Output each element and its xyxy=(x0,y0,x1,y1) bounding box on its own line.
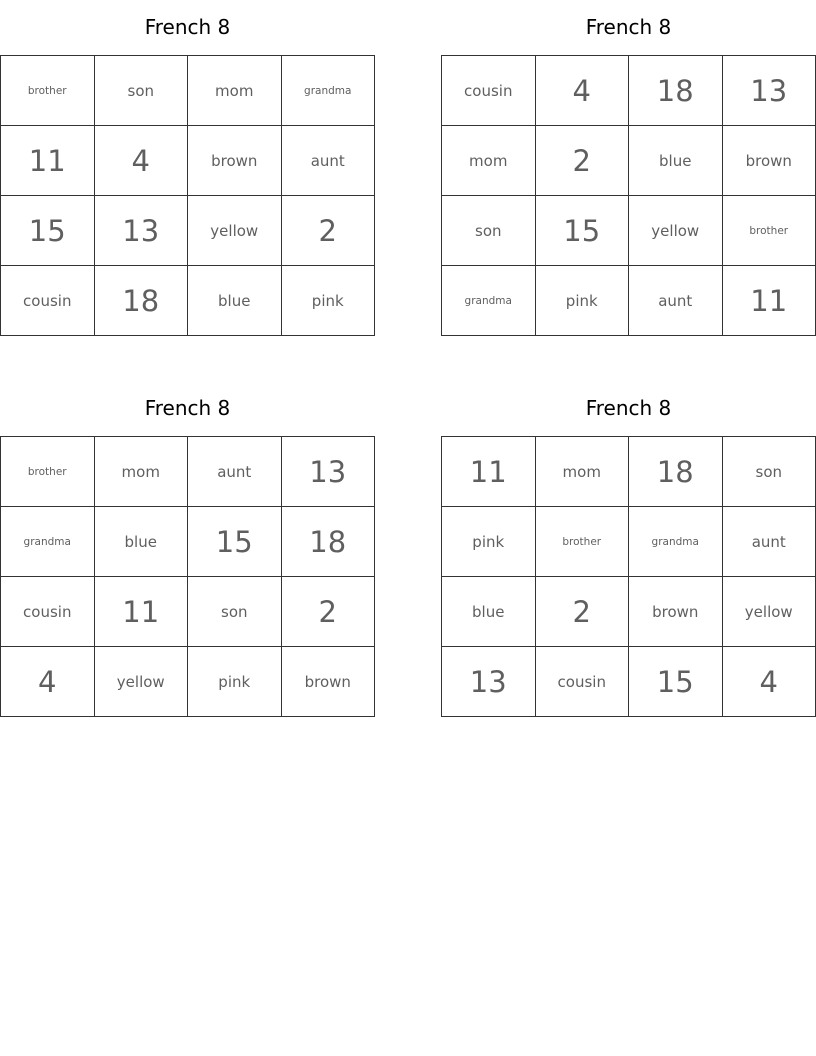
bingo-cell: 18 xyxy=(629,56,723,126)
bingo-cell: aunt xyxy=(282,126,376,196)
bingo-cell: yellow xyxy=(629,196,723,266)
bingo-cell: grandma xyxy=(282,56,376,126)
bingo-cell: 11 xyxy=(442,437,536,507)
bingo-cell: 2 xyxy=(536,126,630,196)
bingo-cell: yellow xyxy=(723,577,816,647)
bingo-cell: 13 xyxy=(282,437,376,507)
bingo-cell: grandma xyxy=(1,507,95,577)
bingo-cell: blue xyxy=(442,577,536,647)
bingo-cell: 11 xyxy=(723,266,816,336)
bingo-cell: mom xyxy=(95,437,189,507)
bingo-cell: grandma xyxy=(629,507,723,577)
bingo-cell: 13 xyxy=(723,56,816,126)
bingo-cell: 15 xyxy=(1,196,95,266)
bingo-cell: yellow xyxy=(188,196,282,266)
bingo-grid xyxy=(0,436,375,717)
bingo-cell: yellow xyxy=(95,647,189,717)
bingo-cell: blue xyxy=(95,507,189,577)
bingo-cell: 4 xyxy=(536,56,630,126)
bingo-cell: 15 xyxy=(629,647,723,717)
card-title: French 8 xyxy=(144,15,231,39)
bingo-cell: blue xyxy=(188,266,282,336)
bingo-cell: brown xyxy=(282,647,376,717)
bingo-grid xyxy=(0,55,375,336)
bingo-cell: son xyxy=(188,577,282,647)
bingo-cell: blue xyxy=(629,126,723,196)
bingo-cell: mom xyxy=(188,56,282,126)
bingo-cell: 4 xyxy=(95,126,189,196)
bingo-cell: 2 xyxy=(536,577,630,647)
bingo-cell: cousin xyxy=(1,266,95,336)
bingo-cell: 18 xyxy=(282,507,376,577)
bingo-cell: 2 xyxy=(282,577,376,647)
bingo-cell: pink xyxy=(536,266,630,336)
bingo-cell: pink xyxy=(282,266,376,336)
bingo-cell: 11 xyxy=(95,577,189,647)
bingo-cell: son xyxy=(95,56,189,126)
card-title: French 8 xyxy=(585,15,672,39)
bingo-cell: cousin xyxy=(442,56,536,126)
bingo-cell: grandma xyxy=(442,266,536,336)
bingo-cell: son xyxy=(442,196,536,266)
bingo-card-2 xyxy=(441,0,816,336)
bingo-cell: pink xyxy=(188,647,282,717)
bingo-cell: 15 xyxy=(188,507,282,577)
bingo-cell: 18 xyxy=(95,266,189,336)
bingo-cell: cousin xyxy=(536,647,630,717)
bingo-cell: 4 xyxy=(1,647,95,717)
bingo-grid xyxy=(441,55,816,336)
bingo-card-4 xyxy=(441,381,816,717)
bingo-cell: 15 xyxy=(536,196,630,266)
bingo-cell: mom xyxy=(536,437,630,507)
bingo-cell: 4 xyxy=(723,647,816,717)
card-title: French 8 xyxy=(144,396,231,420)
bingo-cell: brown xyxy=(723,126,816,196)
bingo-cell: 11 xyxy=(1,126,95,196)
card-title: French 8 xyxy=(585,396,672,420)
bingo-cell: brown xyxy=(188,126,282,196)
bingo-cell: aunt xyxy=(188,437,282,507)
bingo-cell: brother xyxy=(1,437,95,507)
bingo-grid xyxy=(441,436,816,717)
bingo-cell: 13 xyxy=(442,647,536,717)
bingo-cell: 13 xyxy=(95,196,189,266)
bingo-cell: brother xyxy=(536,507,630,577)
bingo-cell: pink xyxy=(442,507,536,577)
bingo-cell: cousin xyxy=(1,577,95,647)
bingo-card-1 xyxy=(0,0,375,336)
bingo-cell: aunt xyxy=(723,507,816,577)
bingo-cell: brother xyxy=(723,196,816,266)
bingo-cell: son xyxy=(723,437,816,507)
bingo-cell: aunt xyxy=(629,266,723,336)
bingo-cell: 18 xyxy=(629,437,723,507)
bingo-cell: brother xyxy=(1,56,95,126)
bingo-cell: 2 xyxy=(282,196,376,266)
bingo-cell: brown xyxy=(629,577,723,647)
bingo-cell: mom xyxy=(442,126,536,196)
bingo-card-3 xyxy=(0,381,375,717)
